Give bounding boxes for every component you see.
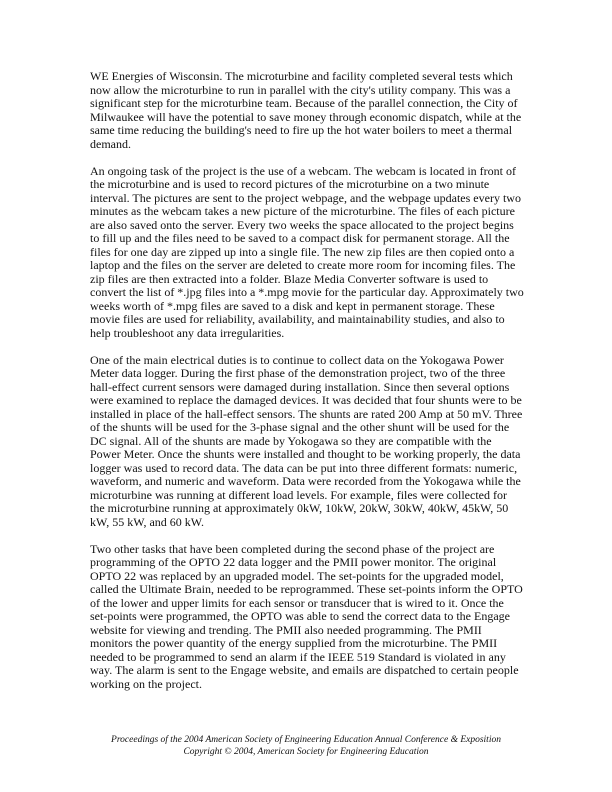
paragraph-webcam: An ongoing task of the project is the use of a webcam. The webcam is located in front of the microturbine and is used to record pictures of the microturbine on a two minute interval. The pictures are sent to the project webpage, and the webpage updates every two minutes as the webcam takes a new picture of the microturbine. The files of each picture are also saved onto the server. Every two weeks the space allocated to the project begins to fill up and the files need to be saved to a compact disk for permanent storage. All the files for one day are zipped up into a single file. The new zip files are then copied onto a laptop and the files on the server are deleted to create more room for incoming files. The zip files are then extracted into a folder. Blaze Media Converter software is used to convert the list of *.jpg files into a *.mpg movie for the particular day. Approximately two weeks worth of *.mpg files are saved to a disk and kept in permanent storage. These movie files are used for reliability, availability, and maintainability studies, and also to help troubleshoot any data irregularities. xyxy=(90,163,524,340)
paragraph-yokogawa-data: One of the main electrical duties is to continue to collect data on the Yokogawa Power Meter data logger. During the first phase of the demonstration project, two of the three hall-effect current sensors were damaged during installation. Since then several options were examined to replace the damaged devices. It was decided that four shunts were to be installed in place of the hall-effect sensors. The shunts are rated 200 Amp at 50 mV. Three of the shunts will be used for the 3-phase signal and the other shunt will be used for the DC signal. All of the shunts are made by Yokogawa so they are compatible with the Power Meter. Once the shunts were installed and thought to be working properly, the data logger was used to record data. The data can be put into three different formats: numeric, waveform, and numeric and waveform. Data were recorded from the Yokogawa while the microturbine was running at different load levels. For example, files were collected for the microturbine running at approximately 0kW, 10kW, 20kW, 30kW, 40kW, 45kW, 50 kW, 55 kW, and 60 kW. xyxy=(90,352,523,529)
paragraph-opto-pmii: Two other tasks that have been completed during the second phase of the project are programming of the OPTO 22 data logger and the PMII power monitor. The original OPTO 22 was replaced by an upgraded model. The set-points for the upgraded model, called the Ultimate Brain, needed to be reprogrammed. These set-points inform the OPTO of the lower and upper limits for each sensor or transducer that is wired to it. Once the set-points were programmed, the OPTO was able to send the correct data to the Engage website for viewing and trending. The PMII also needed programming. The PMII monitors the power quantity of the energy supplied from the microturbine. The PMII needed to be programmed to send an alarm if the IEEE 519 Standard is violated in any way. The alarm is sent to the Engage website, and emails are dispatched to certain people working on the project. xyxy=(90,541,523,691)
paragraph-grid-connection: WE Energies of Wisconsin. The microturbine and facility completed several tests which now allow the microturbine to run in parallel with the city's utility company. This was a significant step for the microturbine team. Because of the parallel connection, the City of Milwaukee will have the potential to save money through economic dispatch, while at the same time reducing the building's need to fire up the hot water boilers to meet a thermal demand. xyxy=(90,69,522,151)
body-text xyxy=(90,70,524,705)
footer-proceedings: Proceedings of the 2004 American Society of Engineering Education Annual Conference & Exposition xyxy=(111,735,501,745)
page-footer xyxy=(60,734,552,758)
footer-copyright: Copyright © 2004, American Society for Engineering Education xyxy=(183,747,429,757)
